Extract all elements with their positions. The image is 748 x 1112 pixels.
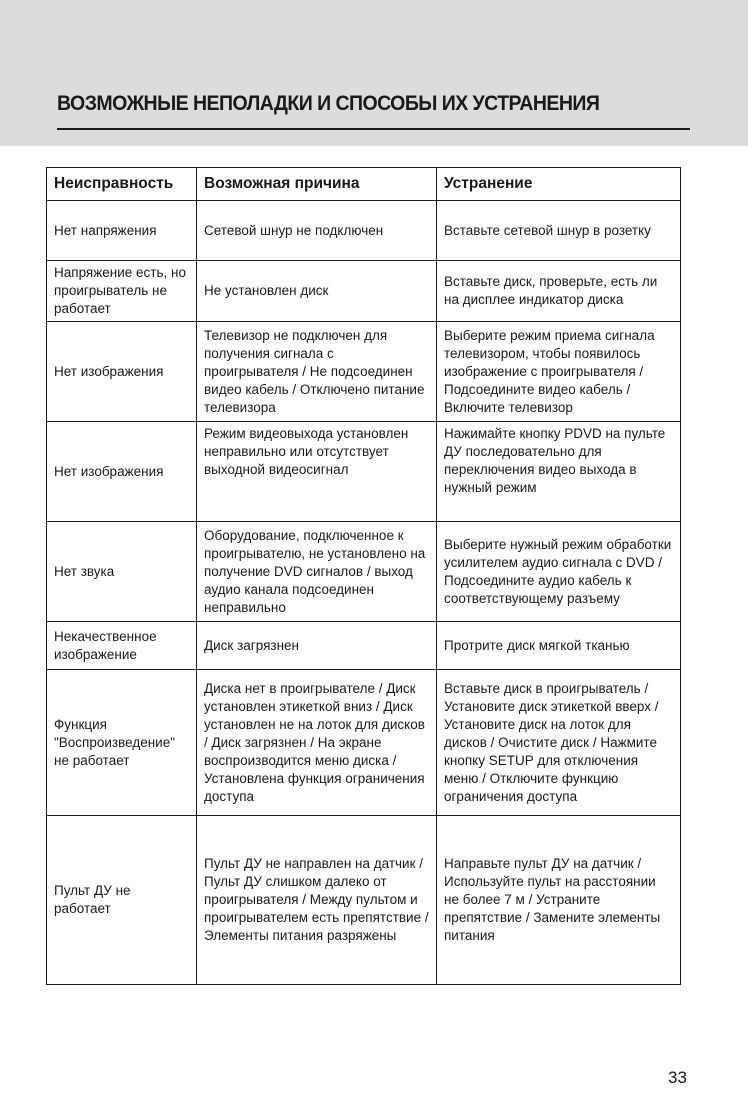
header-problem: Неисправность xyxy=(47,168,197,201)
cause-cell: Сетевой шнур не подключен xyxy=(197,201,437,261)
problem-cell: Напряжение есть, но проигрыватель не работает xyxy=(47,261,197,322)
cause-cell: Диск загрязнен xyxy=(197,622,437,670)
header-cause: Возможная причина xyxy=(197,168,437,201)
table-row xyxy=(47,201,681,261)
page-number: 33 xyxy=(668,1068,687,1087)
troubleshooting-table xyxy=(46,167,681,985)
table-row xyxy=(47,422,681,522)
page-title: ВОЗМОЖНЫЕ НЕПОЛАДКИ И СПОСОБЫ ИХ УСТРАНЕНИЯ xyxy=(57,92,600,115)
table-row xyxy=(47,816,681,985)
cause-cell: Диска нет в проигрывателе / Диск установлен этикеткой вниз / Диск установлен не на лоток для дисков / Диск загрязнен / На экране воспроизводится меню диска / Установлена функция ограничения доступа xyxy=(197,670,437,816)
table-row xyxy=(47,522,681,622)
solution-cell: Вставьте сетевой шнур в розетку xyxy=(437,201,681,261)
title-divider xyxy=(57,128,690,130)
table-row xyxy=(47,261,681,322)
table-header-row xyxy=(47,168,681,201)
cause-cell: Телевизор не подключен для получения сигнала с проигрывателя / Не подсоединен видео кабель / Отключено питание телевизора xyxy=(197,322,437,422)
problem-cell: Функция "Воспроизведение" не работает xyxy=(47,670,197,816)
solution-cell: Вставьте диск, проверьте, есть ли на дисплее индикатор диска xyxy=(437,261,681,322)
cause-cell: Не установлен диск xyxy=(197,261,437,322)
cause-cell: Оборудование, подключенное к проигрывателю, не установлено на получение DVD сигналов / выход аудио канала подсоединен неправильно xyxy=(197,522,437,622)
problem-cell: Нет напряжения xyxy=(47,201,197,261)
problem-cell: Нет изображения xyxy=(47,322,197,422)
solution-cell: Вставьте диск в проигрыватель / Установите диск этикеткой вверх / Установите диск на лоток для дисков / Очистите диск / Нажмите кнопку SETUP для отключения меню / Отключите функцию ограничения доступа xyxy=(437,670,681,816)
problem-cell: Некачественное изображение xyxy=(47,622,197,670)
table-row xyxy=(47,670,681,816)
problem-cell: Нет изображения xyxy=(47,422,197,522)
solution-cell: Выберите режим приема сигнала телевизором, чтобы появилось изображение с проигрывателя / Подсоедините видео кабель / Включите телевизор xyxy=(437,322,681,422)
header-solution: Устранение xyxy=(437,168,681,201)
solution-cell: Направьте пульт ДУ на датчик / Используйте пульт на расстоянии не более 7 м / Устраните препятствие / Замените элементы питания xyxy=(437,816,681,985)
solution-cell: Выберите нужный режим обработки усилителем аудио сигнала с DVD / Подсоедините аудио кабель к соответствующему разъему xyxy=(437,522,681,622)
cause-cell: Пульт ДУ не направлен на датчик / Пульт ДУ слишком далеко от проигрывателя / Между пультом и проигрывателем есть препятствие / Элементы питания разряжены xyxy=(197,816,437,985)
table-row xyxy=(47,622,681,670)
cause-cell: Режим видеовыхода установлен неправильно или отсутствует выходной видеосигнал xyxy=(197,422,437,522)
solution-cell: Протрите диск мягкой тканью xyxy=(437,622,681,670)
header-band xyxy=(0,0,748,146)
problem-cell: Пульт ДУ не работает xyxy=(47,816,197,985)
solution-cell: Нажимайте кнопку PDVD на пульте ДУ последовательно для переключения видео выхода в нужный режим xyxy=(437,422,681,522)
problem-cell: Нет звука xyxy=(47,522,197,622)
table-row xyxy=(47,322,681,422)
